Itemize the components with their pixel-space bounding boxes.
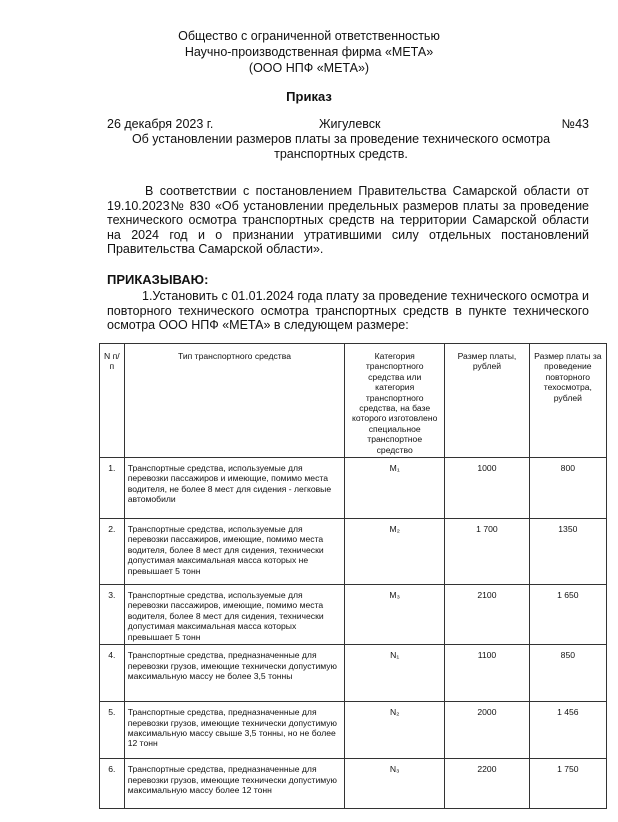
row-fee: 2200 — [445, 759, 530, 809]
header-num: N п/п — [100, 344, 125, 458]
row-refee: 1350 — [529, 519, 606, 585]
row-refee: 1 456 — [529, 702, 606, 759]
order-city: Жигулевск — [319, 117, 381, 131]
row-fee: 2000 — [445, 702, 530, 759]
row-refee: 800 — [529, 458, 606, 519]
header-category: Категория транспортного средства или категория транспортного средства, на базе которого изготовлено специальное транспортное средство — [345, 344, 445, 458]
row-num: 5. — [100, 702, 125, 759]
table-row — [100, 585, 607, 645]
org-name-line: Общество с ограниченной ответственностью — [178, 29, 440, 43]
organization-block — [0, 28, 618, 76]
row-fee: 1000 — [445, 458, 530, 519]
order-date: 26 декабря 2023 г. — [107, 117, 214, 131]
row-category: M₃ — [345, 585, 445, 645]
table-row — [100, 519, 607, 585]
order-point-1: 1.Установить с 01.01.2024 года плату за проведение технического осмотра и повторного технического осмотра транспортных средств в пункте технического осмотра ООО НПФ «МЕТА» в следующем размере: — [107, 289, 589, 332]
table-row — [100, 702, 607, 759]
fee-table — [99, 343, 607, 809]
row-type: Транспортные средства, используемые для перевозки пассажиров, имеющие, помимо места водителя, более 8 мест для сидения, технически допустимая максимальная масса которых превышает 5 тонн — [124, 585, 345, 645]
header-type: Тип транспортного средства — [124, 344, 345, 458]
document-title: Приказ — [286, 89, 332, 104]
row-num: 1. — [100, 458, 125, 519]
row-fee: 1 700 — [445, 519, 530, 585]
row-type: Транспортные средства, предназначенные для перевозки грузов, имеющие технически допустимую максимальную массу более 12 тонн — [124, 759, 345, 809]
row-refee: 1 750 — [529, 759, 606, 809]
row-category: M₂ — [345, 519, 445, 585]
order-word: ПРИКАЗЫВАЮ: — [107, 272, 209, 287]
row-category: N₂ — [345, 702, 445, 759]
row-num: 4. — [100, 645, 125, 702]
basis-paragraph: В соответствии с постановлением Правительства Самарской области от 19.10.2023№ 830 «Об установлении предельных размеров платы за проведение технического осмотра транспортных средств на территории Самарской области на 2024 год и о признании утратившими силу отдельных постановлений Правительства Самарской области». — [107, 184, 589, 256]
org-short-name: (ООО НПФ «МЕТА») — [248, 61, 370, 75]
order-subject: Об установлении размеров платы за проведение технического осмотра транспортных средств. — [131, 132, 551, 161]
row-type: Транспортные средства, предназначенные для перевозки грузов, имеющие технически допустимую максимальную массу свыше 3,5 тонны, но не более 12 тонн — [124, 702, 345, 759]
row-category: M₁ — [345, 458, 445, 519]
row-category: N₃ — [345, 759, 445, 809]
table-row — [100, 645, 607, 702]
table-row — [100, 759, 607, 809]
row-category: N₁ — [345, 645, 445, 702]
row-num: 2. — [100, 519, 125, 585]
row-type: Транспортные средства, предназначенные для перевозки грузов, имеющие технически допустимую максимальную массу не более 3,5 тонны — [124, 645, 345, 702]
org-full-name: Научно-производственная фирма «МЕТА» — [184, 45, 434, 59]
order-meta — [107, 117, 589, 133]
header-fee: Размер платы, рублей — [445, 344, 530, 458]
order-number: №43 — [561, 117, 589, 131]
table-header-row — [100, 344, 607, 458]
row-fee: 2100 — [445, 585, 530, 645]
row-num: 6. — [100, 759, 125, 809]
row-refee: 1 650 — [529, 585, 606, 645]
header-refee: Размер платы за проведение повторного техосмотра, рублей — [529, 344, 606, 458]
row-refee: 850 — [529, 645, 606, 702]
row-fee: 1100 — [445, 645, 530, 702]
row-num: 3. — [100, 585, 125, 645]
row-type: Транспортные средства, используемые для перевозки пассажиров, имеющие, помимо места водителя, более 8 мест для сидения, технически допустимая максимальная масса которых не превышает 5 тонн — [124, 519, 345, 585]
table-row — [100, 458, 607, 519]
row-type: Транспортные средства, используемые для перевозки пассажиров и имеющие, помимо места водителя, не более 8 мест для сидения - легковые автомобили — [124, 458, 345, 519]
